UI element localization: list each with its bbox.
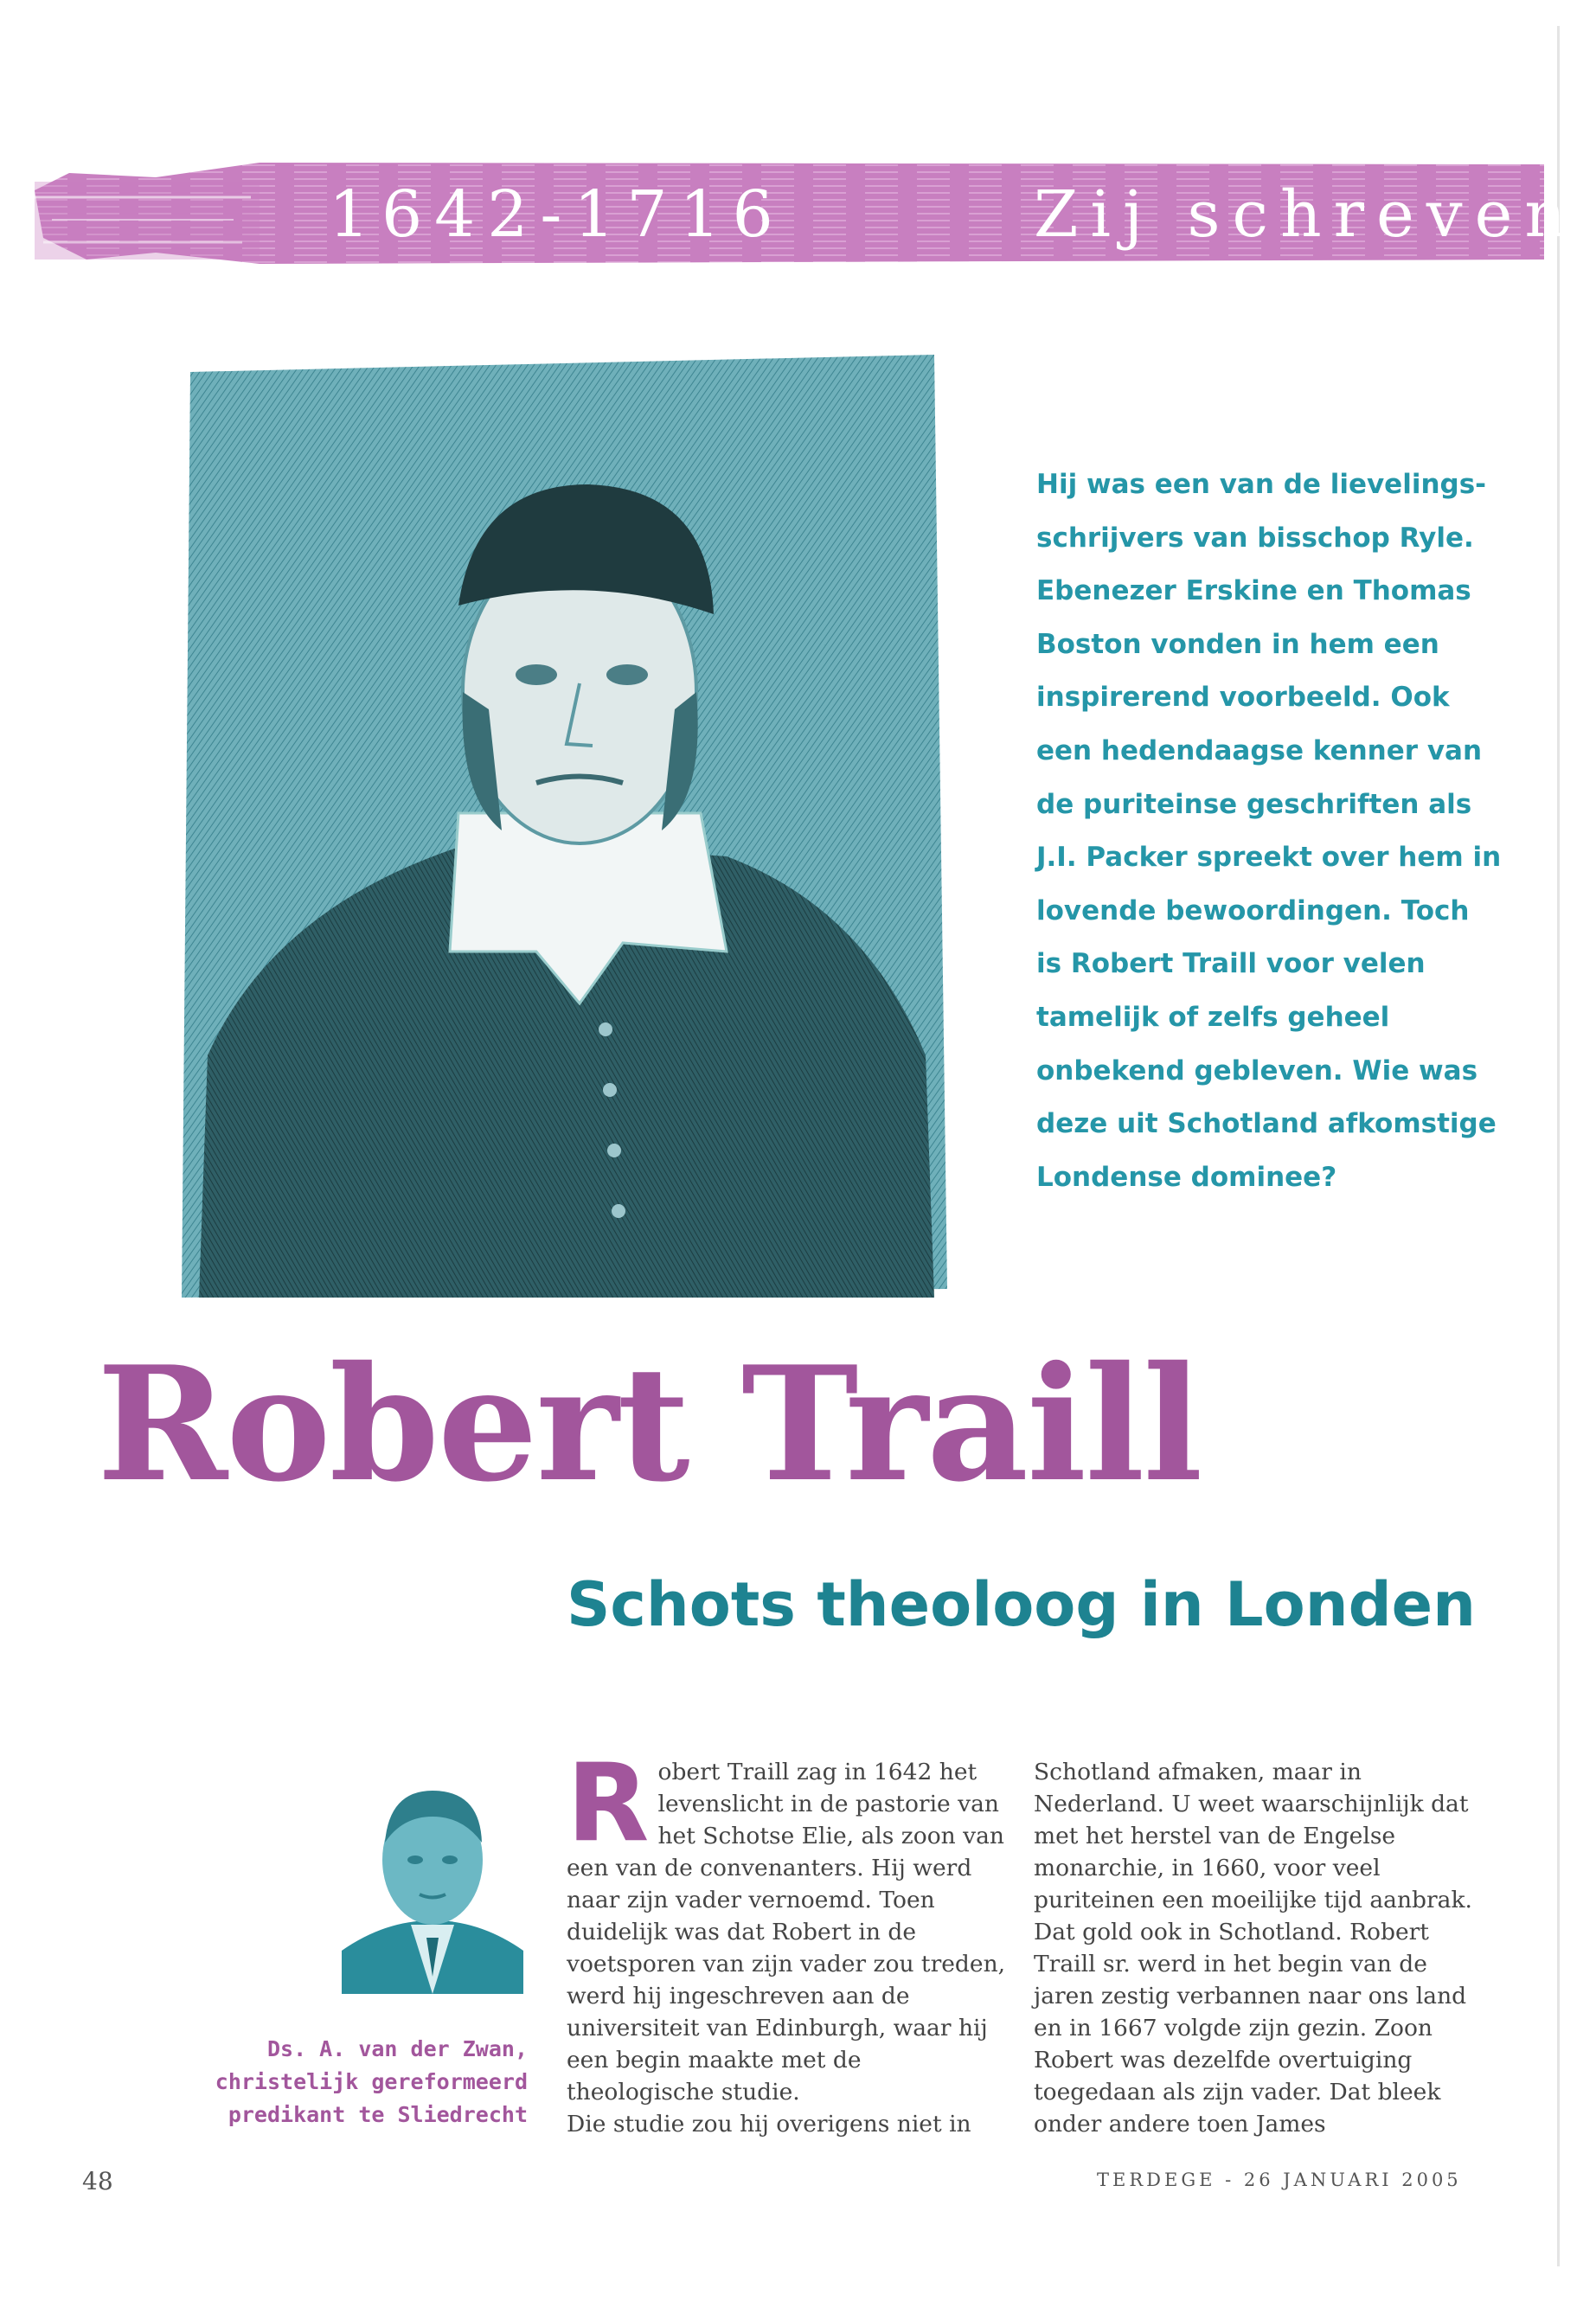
body-paragraph-2: Die studie zou hij overigens niet in [567,2111,971,2138]
portrait-engraving [173,346,952,1302]
author-name: Ds. A. van der Zwan, [266,2036,528,2061]
magazine-footer: TERDEGE - 26 JANUARI 2005 [1097,2170,1462,2190]
intro-text: Hij was een van de lievelings-schrijvers van bisschop Ryle. Ebenezer Erskine en Thomas Boston vonden in hem een inspirerend voorbeeld. Ook een hedendaagse kenner van de puriteinse geschriften als J.I. Packer spreekt over hem in lovende bewoordingen. Toch is Robert Traill voor velen tamelijk of zelfs geheel onbekend gebleven. Wie was deze uit Schotland afkomstige Londense dominee? [1036,469,1502,1193]
article-subtitle: Schots theoloog in Londen [567,1569,1476,1640]
page-edge-rule [1557,26,1560,2266]
header-rubric: Zij schreven [1034,177,1579,252]
author-affiliation: christelijk gereformeerd [215,2069,528,2094]
body-paragraph-3: Schotland afmaken, maar in Nederland. U weet waarschijnlijk dat met het herstel van de Engelse monarchie, in 1660, voor veel puriteinen een moeilijke tijd aanbrak. Dat gold ook in Schotland. Robert Traill sr. werd in het begin van de jaren zestig verbannen naar ons land en in 1667 volgde zijn gezin. Zoon Robert was dezelfde overtuiging toegedaan als zijn vader. Dat bleek onder andere toen James [1034,1759,1472,2138]
author-photo [342,1769,523,1994]
article-title: Robert Traill [97,1331,1202,1516]
header-years: 1642-1716 [329,177,785,252]
author-role: predikant te Sliedrecht [228,2102,528,2127]
author-caption [156,2033,528,2131]
page-number: 48 [82,2167,113,2195]
drop-cap: R [567,1741,650,1866]
body-column-2 [1034,1756,1484,2140]
body-paragraph-1: obert Traill zag in 1642 het levenslicht in de pastorie van het Schotse Elie, als zoon van een van de convenanters. Hij werd naar zijn vader vernoemd. Toen duidelijk was dat Robert in de voetsporen van zijn vader zou treden, werd hij ingeschreven aan de universiteit van Edinburgh, waar hij een begin maakte met de theologische studie. [567,1759,1006,2106]
body-column-1 [567,1741,1008,2140]
